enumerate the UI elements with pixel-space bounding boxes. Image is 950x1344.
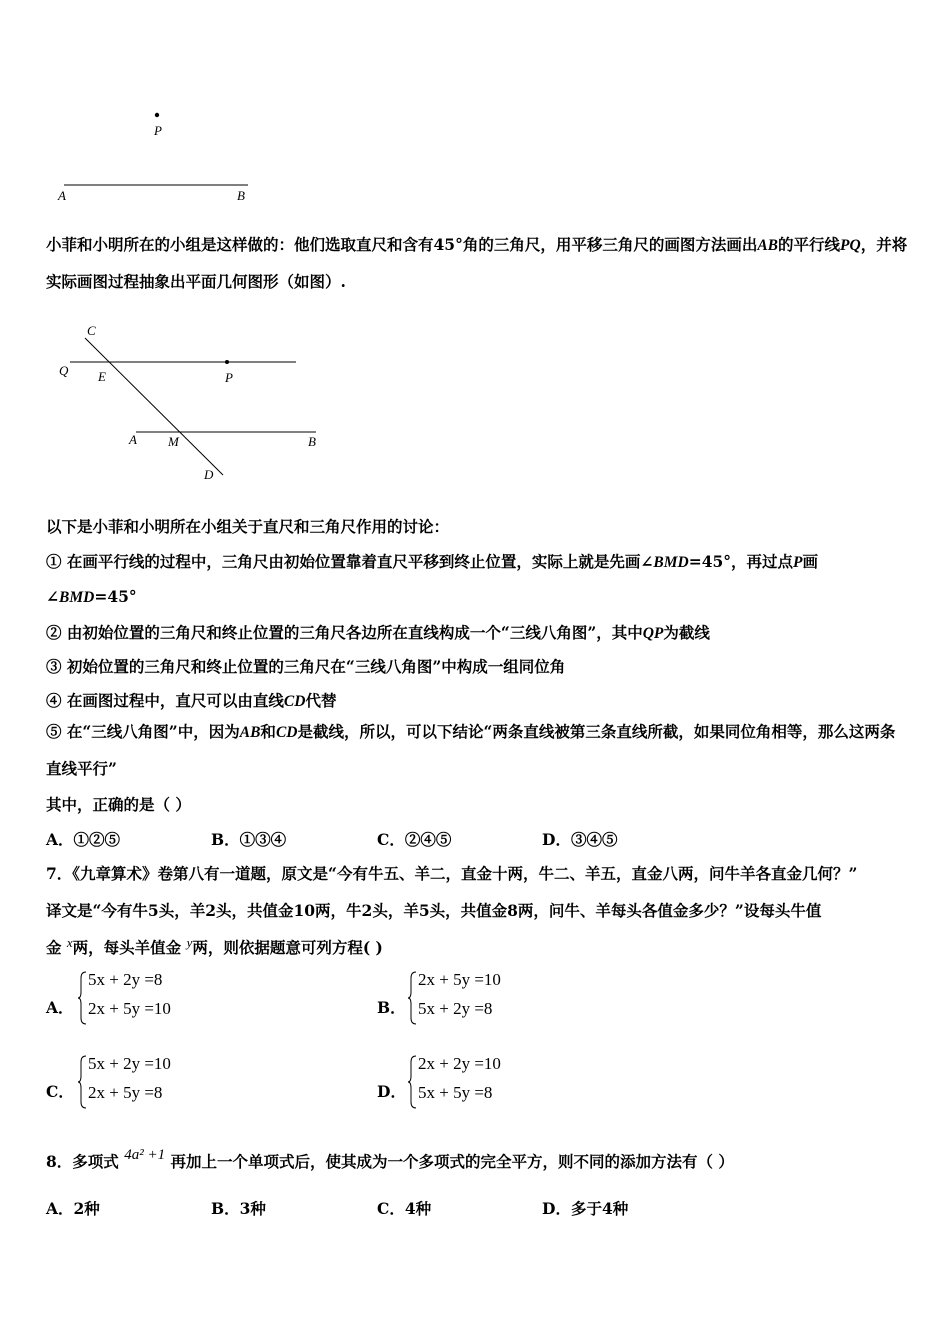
label-b-2: B bbox=[308, 434, 316, 449]
statement-1-continued: ∠BMD=45° bbox=[46, 587, 137, 606]
q6-option-a[interactable]: A．①②⑤ bbox=[46, 830, 121, 849]
q7-option-b-system[interactable] bbox=[408, 970, 548, 1028]
q7-d-eq1: 2x + 2y =10 bbox=[418, 1054, 501, 1073]
q8-option-a[interactable]: A．2种 bbox=[46, 1199, 100, 1218]
q7-c-eq2: 2x + 5y =8 bbox=[88, 1083, 163, 1102]
brace-icon bbox=[408, 970, 418, 1026]
q7-option-d-system[interactable] bbox=[408, 1054, 548, 1112]
point-p-dot-2 bbox=[225, 360, 229, 364]
statement-4: ④ 在画图过程中，直尺可以由直线CD代替 bbox=[46, 691, 337, 710]
q7-line-2: 译文是“今有牛5头，羊2头，共值金10两，牛2头，羊5头，共值金8两，问牛、羊每头各值金多少？”设每头牛值 bbox=[46, 901, 822, 920]
q8-expression: 4a² +1 bbox=[124, 1147, 166, 1163]
label-p: P bbox=[154, 123, 162, 138]
discussion-heading: 以下是小菲和小明所在小组关于直尺和三角尺作用的讨论： bbox=[46, 517, 450, 536]
q7-c-eq1: 5x + 2y =10 bbox=[88, 1054, 171, 1073]
q6-option-d[interactable]: D．③④⑤ bbox=[542, 830, 618, 849]
q7-a-eq2: 2x + 5y =10 bbox=[88, 999, 171, 1018]
statement-5: ⑤ 在“三线八角图”中，因为AB和CD是截线，所以，可以下结论“两条直线被第三条直线所截，如果同位角相等，那么这两条直线平行” bbox=[46, 722, 896, 778]
label-b: B bbox=[237, 188, 245, 203]
q8-option-b[interactable]: B．3种 bbox=[211, 1199, 266, 1218]
q6-option-b[interactable]: B．①③④ bbox=[211, 830, 287, 849]
q7-b-eq1: 2x + 5y =10 bbox=[418, 970, 501, 989]
q7-option-d-label[interactable]: D． bbox=[377, 1082, 406, 1101]
q8-option-c[interactable]: C．4种 bbox=[377, 1199, 432, 1218]
q7-a-eq1: 5x + 2y =8 bbox=[88, 970, 163, 989]
statement-1: ① 在画平行线的过程中，三角尺由初始位置靠着直尺平移到终止位置，实际上就是先画∠BMD=45°，再过点P画 bbox=[46, 552, 819, 571]
label-d: D bbox=[204, 467, 214, 482]
q7-b-eq2: 5x + 2y =8 bbox=[418, 999, 493, 1018]
question-6-prompt: 其中，正确的是（ ） bbox=[46, 795, 191, 814]
q8-question: 8．多项式 4a² +1 再加上一个单项式后，使其成为一个多项式的完全平方，则不同的添加方法有（ ） bbox=[46, 1147, 734, 1171]
brace-icon bbox=[408, 1054, 418, 1110]
statement-2: ② 由初始位置的三角尺和终止位置的三角尺各边所在直线构成一个“三线八角图”，其中QP为截线 bbox=[46, 623, 710, 642]
label-e: E bbox=[98, 369, 106, 384]
q6-option-c[interactable]: C．②④⑤ bbox=[377, 830, 452, 849]
q7-d-eq2: 5x + 5y =8 bbox=[418, 1083, 493, 1102]
q7-option-c-system[interactable] bbox=[78, 1054, 218, 1112]
label-a-2: A bbox=[129, 432, 137, 447]
label-p-2: P bbox=[225, 370, 233, 385]
label-q: Q bbox=[59, 363, 69, 378]
q7-option-c-label[interactable]: C． bbox=[46, 1082, 74, 1101]
intro-paragraph: 小菲和小明所在的小组是这样做的：他们选取直尺和含有45°角的三角尺，用平移三角尺的画图方法画出AB的平行线PQ，并将实际画图过程抽象出平面几何图形（如图）. bbox=[46, 235, 908, 291]
label-m: M bbox=[168, 434, 179, 449]
brace-icon bbox=[78, 1054, 88, 1110]
point-p-dot bbox=[155, 113, 159, 117]
statement-3: ③ 初始位置的三角尺和终止位置的三角尺在“三线八角图”中构成一组同位角 bbox=[46, 657, 566, 676]
brace-icon bbox=[78, 970, 88, 1026]
label-a: A bbox=[58, 188, 66, 203]
q8-option-d[interactable]: D．多于4种 bbox=[542, 1199, 629, 1218]
label-c: C bbox=[87, 323, 96, 338]
line-cd bbox=[85, 338, 223, 475]
figure-parallel-lines bbox=[50, 320, 320, 490]
q7-option-a-label[interactable]: A． bbox=[46, 998, 74, 1017]
figure-point-p-line-ab bbox=[50, 105, 260, 205]
q7-line-3: 金 $^x$两，每头羊值金 $^y$两，则依据题意可列方程( ) bbox=[46, 935, 383, 958]
q7-option-b-label[interactable]: B． bbox=[377, 998, 406, 1017]
q7-option-a-system[interactable] bbox=[78, 970, 218, 1028]
q7-line-1: 7．《九章算术》卷第八有一道题，原文是“今有牛五、羊二，直金十两，牛二、羊五，直金八两，问牛羊各直金几何？” bbox=[46, 864, 858, 883]
